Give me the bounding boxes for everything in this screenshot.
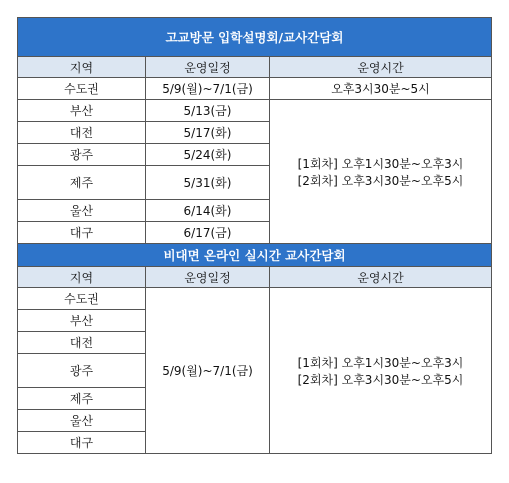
region-cell: 수도권 (18, 78, 146, 100)
time-line-2: [2회차] 오후3시30분~오후5시 (297, 372, 464, 387)
time-cell-merged (270, 288, 492, 454)
schedule-cell: 5/13(금) (146, 100, 270, 122)
time-cell: 오후3시30분~5시 (270, 78, 492, 100)
region-cell: 제주 (18, 388, 146, 410)
region-cell: 제주 (18, 166, 146, 200)
schedule-cell: 6/17(금) (146, 222, 270, 244)
region-cell: 부산 (18, 310, 146, 332)
header-time: 운영시간 (270, 267, 492, 288)
region-cell: 울산 (18, 200, 146, 222)
time-cell-merged (270, 100, 492, 244)
time-line-2: [2회차] 오후3시30분~오후5시 (297, 173, 464, 188)
header-schedule: 운영일정 (146, 267, 270, 288)
header-region: 지역 (18, 267, 146, 288)
schedule-cell: 5/31(화) (146, 166, 270, 200)
region-cell: 대전 (18, 332, 146, 354)
time-line-1: [1회차] 오후1시30분~오후3시 (297, 355, 464, 370)
region-cell: 광주 (18, 144, 146, 166)
region-cell: 수도권 (18, 288, 146, 310)
region-cell: 부산 (18, 100, 146, 122)
schedule-cell: 5/24(화) (146, 144, 270, 166)
schedule-cell: 6/14(화) (146, 200, 270, 222)
region-cell: 대구 (18, 222, 146, 244)
schedule-tables (17, 17, 491, 454)
schedule-cell-merged: 5/9(월)~7/1(금) (146, 288, 270, 454)
region-cell: 울산 (18, 410, 146, 432)
header-region: 지역 (18, 57, 146, 78)
region-cell: 광주 (18, 354, 146, 388)
section2-title: 비대면 온라인 실시간 교사간담회 (18, 244, 492, 267)
schedule-cell: 5/9(월)~7/1(금) (146, 78, 270, 100)
schedule-cell: 5/17(화) (146, 122, 270, 144)
schedule-table (17, 17, 492, 454)
time-line-1: [1회차] 오후1시30분~오후3시 (297, 156, 464, 171)
section1-title: 고교방문 입학설명회/교사간담회 (18, 18, 492, 57)
region-cell: 대구 (18, 432, 146, 454)
header-schedule: 운영일정 (146, 57, 270, 78)
header-time: 운영시간 (270, 57, 492, 78)
region-cell: 대전 (18, 122, 146, 144)
